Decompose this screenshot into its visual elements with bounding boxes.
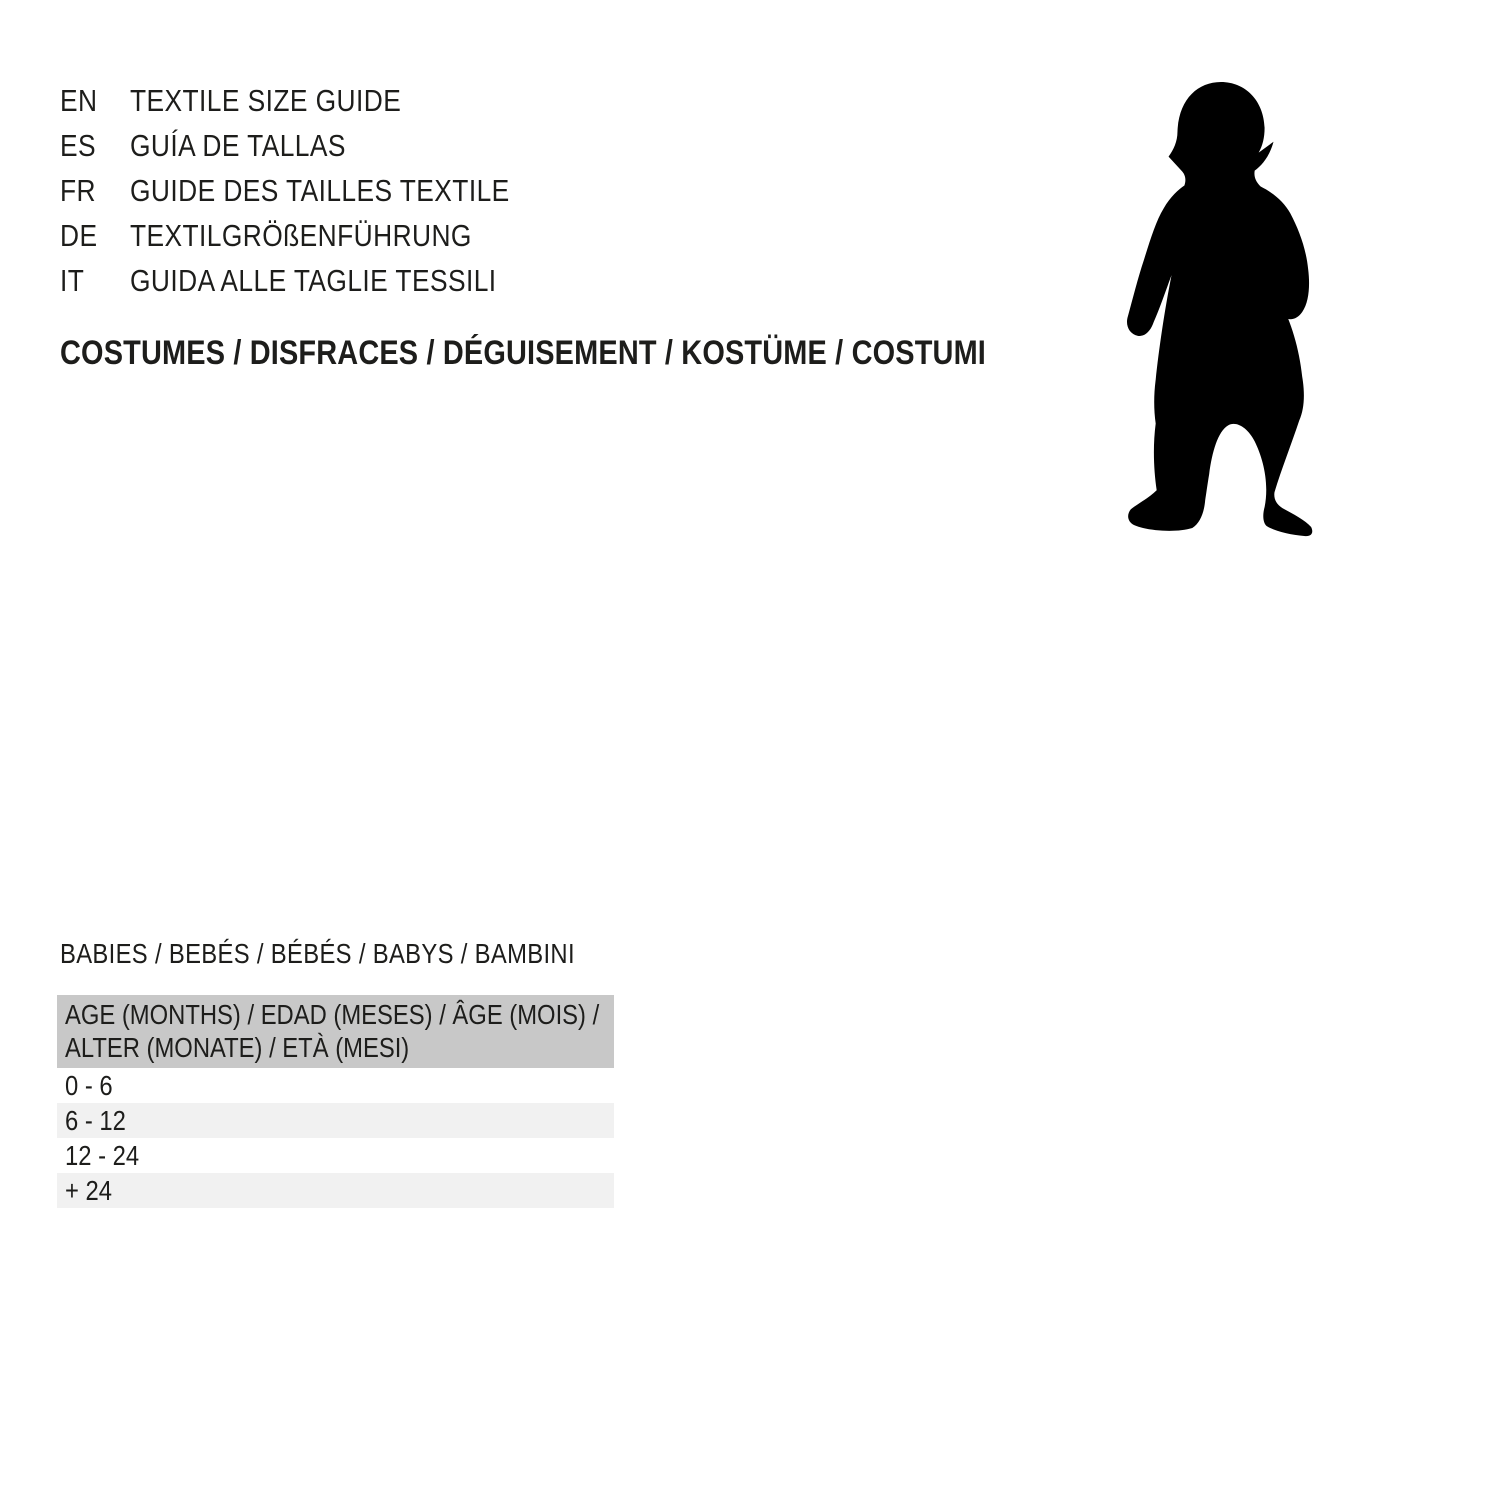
lang-item-fr — [60, 168, 577, 213]
size-row-12-24: 12 - 24 — [65, 1140, 140, 1171]
lang-code-en: EN — [60, 83, 98, 118]
lang-code-de: DE — [60, 218, 98, 253]
lang-code-it: IT — [60, 263, 85, 298]
size-section-title: BABIES / BEBÉS / BÉBÉS / BABYS / BAMBINI — [60, 938, 575, 969]
lang-label-en: TEXTILE SIZE GUIDE — [130, 83, 402, 118]
baby-silhouette-icon — [1125, 80, 1323, 538]
size-table-header — [57, 995, 614, 1068]
lang-item-de — [60, 213, 577, 258]
size-table-header-line-1: AGE (MONTHS) / EDAD (MESES) / ÂGE (MOIS) / — [65, 999, 600, 1030]
size-table — [57, 995, 614, 1208]
lang-label-es: GUÍA DE TALLAS — [130, 128, 346, 163]
lang-item-it — [60, 258, 577, 303]
size-row-24-plus: + 24 — [57, 1173, 614, 1208]
lang-label-de: TEXTILGRÖßENFÜHRUNG — [130, 218, 472, 253]
size-row-0-6: 0 - 6 — [65, 1070, 113, 1101]
lang-code-es: ES — [60, 128, 97, 163]
size-row-6-12: 6 - 12 — [57, 1103, 614, 1138]
lang-item-es — [60, 123, 577, 168]
size-table-header-line-2: ALTER (MONATE) / ETÀ (MESI) — [65, 1032, 410, 1063]
language-guide-list — [60, 78, 577, 303]
lang-code-fr: FR — [60, 173, 96, 208]
lang-item-en — [60, 78, 577, 123]
category-title: COSTUMES / DISFRACES / DÉGUISEMENT / KOSTÜME / COSTUMI — [60, 334, 987, 372]
lang-label-fr: GUIDE DES TAILLES TEXTILE — [130, 173, 510, 208]
lang-label-it: GUIDA ALLE TAGLIE TESSILI — [130, 263, 497, 298]
